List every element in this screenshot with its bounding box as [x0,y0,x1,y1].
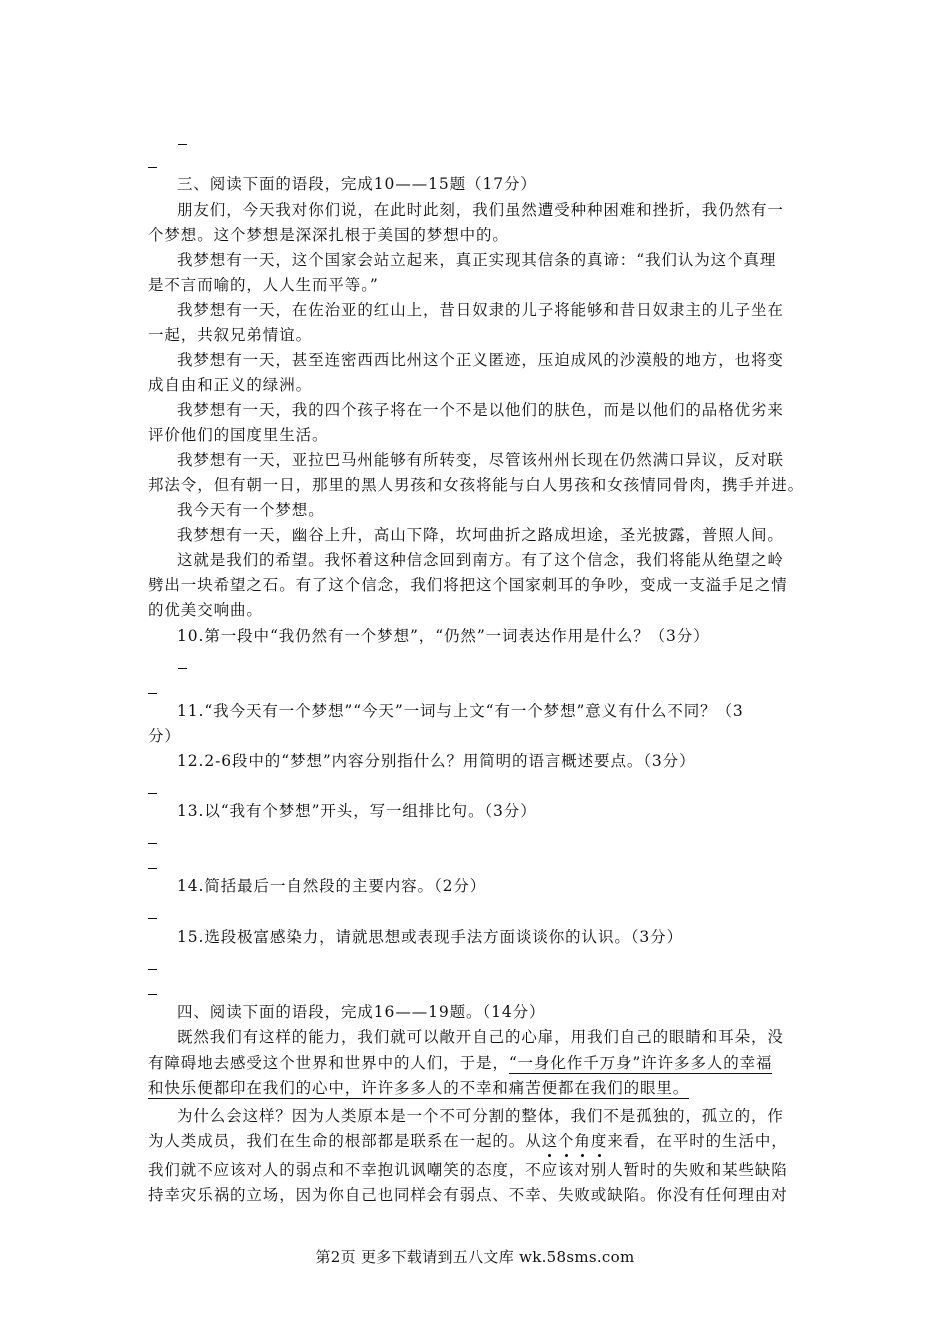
passage3-p6-line1: 我梦想有一天，亚拉巴马州能够有所转变，尽管该州州长现在仍然满口异议，反对联 [177,451,784,469]
passage3-p1-line2: 个梦想。这个梦想是深深扎根于美国的梦想中的。 [148,226,509,244]
passage3-p2-line1: 我梦想有一天，这个国家会站立起来，真正实现其信条的真谛：“我们认为这个真理 [177,251,777,269]
section3-heading: 三、阅读下面的语段，完成10——15题（17分） [177,175,537,193]
dotted-char: 度 [590,1132,608,1150]
passage3-p1-line1: 朋友们，今天我对你们说，在此时此刻，我们虽然遭受种种困难和挫折，我仍然有一 [177,201,784,219]
question-11-line1: 11.“我今天有一个梦想”“今天”一词与上文“有一个梦想”意义有什么不同？（3 [177,702,744,720]
passage3-p9-line2: 劈出一块希望之石。有了这个信念，我们将把这个国家刺耳的争吵，变成一支溢手足之情 [148,576,788,594]
answer-blank [148,868,157,869]
passage3-p5-line1: 我梦想有一天，我的四个孩子将在一个不是以他们的肤色，而是以他们的品格优劣来 [177,401,784,419]
passage3-p4-line2: 成自由和正义的绿洲。 [148,376,313,394]
answer-blank [148,793,157,794]
answer-blank [148,994,157,995]
passage3-p3-line1: 我梦想有一天，在佐治亚的红山上，昔日奴隶的儿子将能够和昔日奴隶主的儿子坐在 [177,301,784,319]
answer-blank [178,668,187,669]
passage4-p1-line2-plain: 有障碍地去感受这个世界和世界中的人们，于是， [148,1054,509,1072]
passage3-p9-line1: 这就是我们的希望。我怀着这种信念回到南方。有了这个信念，我们将能从绝望之岭 [177,551,784,569]
passage3-p7: 我今天有一个梦想。 [177,501,325,519]
passage4-p2-line2 [148,1129,813,1154]
dotted-char: 个 [558,1132,575,1150]
passage4-p2-line2-after: 来看，在平时的生活中， [607,1132,788,1150]
answer-blank [148,167,157,168]
answer-blank [178,144,187,145]
dotted-char: 这 [541,1132,559,1150]
passage4-p1-line2 [148,1051,813,1076]
underlined-sentence-part2: 和快乐便都印在我们的心中，许许多多人的不幸和痛苦便都在我们的眼里。 [148,1079,690,1097]
passage3-p9-line3: 的优美交响曲。 [148,601,263,619]
answer-blank [148,843,157,844]
answer-blank [148,969,157,970]
question-12: 12.2-6段中的“梦想”内容分别指什么？用简明的语言概述要点。（3分） [177,752,696,770]
question-13: 13.以“我有个梦想”开头，写一组排比句。（3分） [177,802,537,820]
passage4-p2-line2-before: 为人类成员，我们在生命的根部都是联系在一起的。从 [148,1132,542,1150]
passage4-p2-line3: 我们就不应该对人的弱点和不幸抱讥讽嘲笑的态度，不应该对别人暂时的失败和某些缺陷 [148,1161,788,1179]
passage4-p1-line1: 既然我们有这样的能力，我们就可以敞开自己的心扉，用我们自己的眼睛和耳朵，没 [177,1028,784,1046]
passage4-p2-line4: 持幸灾乐祸的立场，因为你自己也同样会有弱点、不幸、失败或缺陷。你没有任何理由对 [148,1186,788,1204]
answer-blank [148,693,157,694]
passage3-p8: 我梦想有一天，幽谷上升，高山下降，坎坷曲折之路成坦途，圣光披露，普照人间。 [177,526,784,544]
question-14: 14.简括最后一自然段的主要内容。（2分） [177,877,487,895]
passage4-p2-line1: 为什么会这样？因为人类原本是一个不可分割的整体，我们不是孤独的，孤立的，作 [177,1107,784,1125]
passage3-p3-line2: 一起，共叙兄弟情谊。 [148,326,313,344]
page-footer: 第2页 更多下载请到五八文库 wk.58sms.com [315,1248,635,1266]
question-15: 15.选段极富感染力，请就思想或表现手法方面谈谈你的认识。（3分） [177,928,683,946]
question-11-line2: 分） [148,727,181,745]
passage3-p5-line2: 评价他们的国度里生活。 [148,426,329,444]
passage3-p2-line2: 是不言而喻的，人人生而平等。” [148,276,379,294]
section4-heading: 四、阅读下面的语段，完成16——19题。（14分） [177,1003,546,1021]
dotted-char: 角 [574,1132,591,1150]
answer-blank [148,918,157,919]
passage4-p1-line3 [148,1076,813,1101]
passage3-p6-line2: 邦法令，但有朝一日，那里的黑人男孩和女孩将能与白人男孩和女孩情同骨肉，携手并进。 [148,476,805,494]
passage3-p4-line1: 我梦想有一天，甚至连密西西比州这个正义匿迹，压迫成风的沙漠般的地方，也将变 [177,351,784,369]
underlined-sentence-part1: “一身化作千万身”许许多多人的幸福 [508,1054,773,1072]
question-10: 10.第一段中“我仍然有一个梦想”，“仍然”一词表达作用是什么？（3分） [177,627,710,645]
